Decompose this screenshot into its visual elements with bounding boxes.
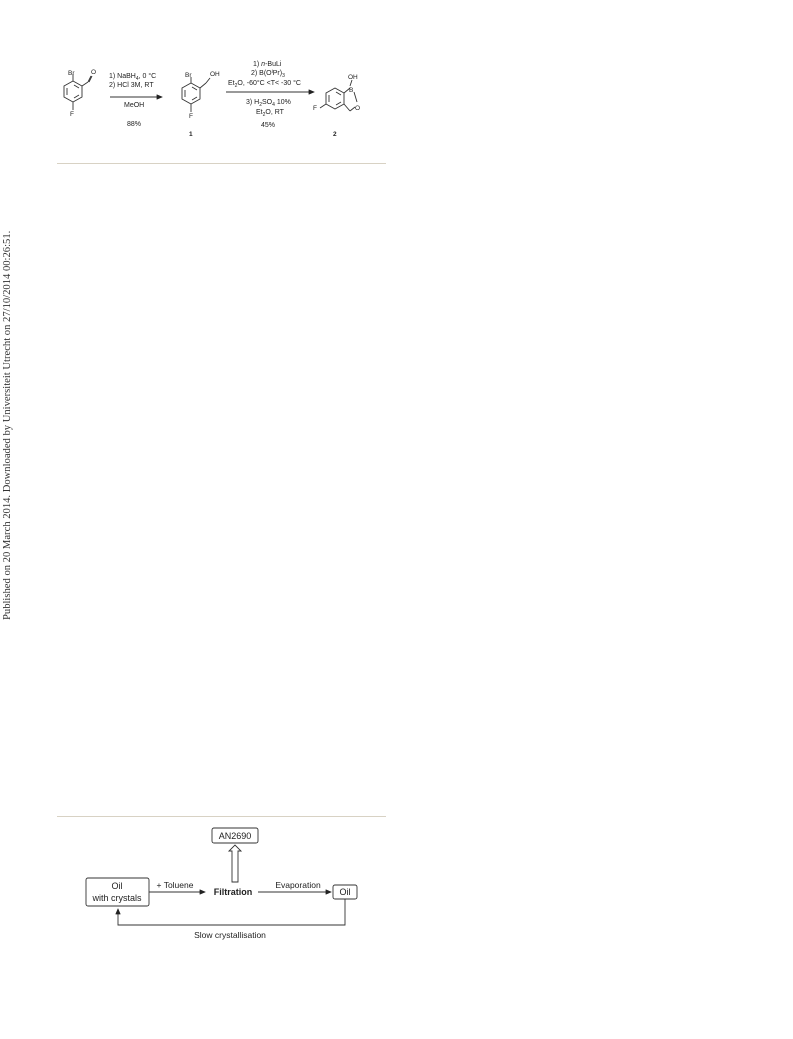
oil-label: Oil [111,881,123,891]
int-oh-label: OH [210,71,220,78]
up-arrow [229,845,241,882]
step2-line5: $Et_2O$, RT [256,109,284,118]
with-crystals-label: with crystals [92,893,142,903]
prod-oh-label: OH [348,74,358,81]
step2-line1: 1) n-BuLi [253,61,282,68]
step1-solvent: MeOH [124,102,145,109]
slow-crystallisation-label: Slow crystallisation [194,930,266,940]
step1-line1: 1) NaBH$_4$, 0 °C [109,73,157,82]
step2-line2: 2) $B(O^iPr)_3$ [251,69,285,79]
compound-2-number: 2 [333,131,337,138]
divider-top [57,163,386,164]
sm-o-label: O [91,69,97,76]
product-2-structure [320,80,357,111]
prod-f-label: F [313,105,317,112]
filtration-label: Filtration [213,887,253,897]
intermediate-1-structure [182,77,210,112]
int-br-label: Br [185,72,192,79]
crystallisation-flow [86,828,357,940]
prod-o-label: O [355,105,361,112]
divider-bottom [57,816,386,817]
publication-stamp: Published on 20 March 2014. Downloaded by Universiteit Utrecht on 27/10/2014 00:26:51. [2,230,13,620]
oil-right-label: Oil [339,887,351,897]
prod-b-label: B [349,87,354,94]
return-arrow [118,899,345,925]
step2-line4: 3) $H_2SO_4$ 10% [246,99,291,108]
sm-br-label: Br [68,70,75,77]
an2690-label: AN2690 [218,831,252,841]
compound-1-number: 1 [189,131,193,138]
step2-line3: $Et_2O$, -60°C <T< -30 °C [228,80,301,89]
toluene-label: + Toluene [156,880,194,890]
evaporation-label: Evaporation [275,880,321,890]
int-f-label: F [189,113,193,120]
sm-f-label: F [70,111,74,118]
step1-yield: 88% [127,121,142,128]
step2-yield: 45% [261,122,276,129]
step1-line2: 2) HCl 3M, RT [109,82,154,89]
starting-material-structure [64,74,92,110]
